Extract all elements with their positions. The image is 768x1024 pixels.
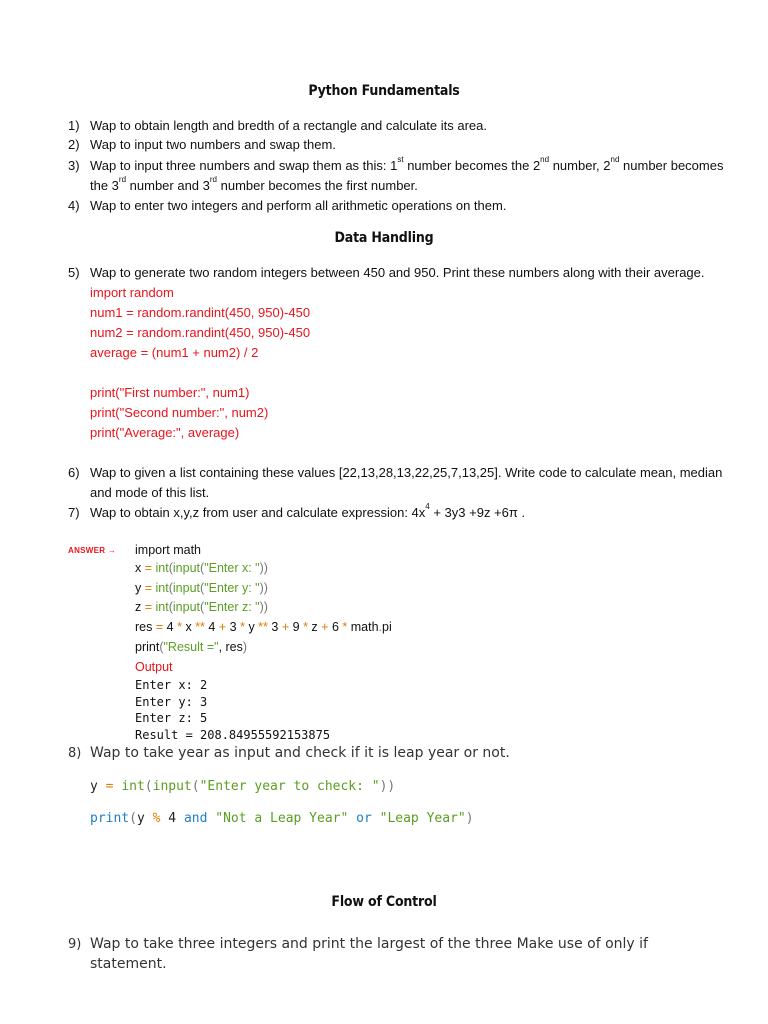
q8-code-line2: print(y % 4 and "Not a Leap Year" or "Leap Year"): [90, 811, 474, 826]
q8-code-line1: y = int(input("Enter year to check: ")): [90, 779, 396, 794]
q8-text: Wap to take year as input and check if it is leap year or not.: [90, 745, 510, 761]
q9-line1: Wap to take three integers and print the largest of the three Make use of only if: [90, 936, 648, 952]
heading-flow-of-control: Flow of Control: [331, 894, 437, 910]
output-line: Enter y: 3: [135, 695, 208, 709]
answer-code-import: import math: [135, 543, 201, 557]
output-line: Result = 208.84955592153875: [135, 728, 331, 742]
q7-number: 7): [68, 505, 80, 520]
answer-label: ANSWER →: [68, 546, 117, 555]
q4-number: 4): [68, 198, 80, 213]
answer-code-print: print("Result =", res): [135, 640, 248, 654]
q5-code-line: num2 = random.randint(450, 950)-450: [90, 325, 311, 340]
q5-code-line: print("Second number:", num2): [90, 405, 269, 420]
q6-number: 6): [68, 465, 80, 480]
q5-code-line: print("Average:", average): [90, 425, 240, 440]
q5-code-line: num1 = random.randint(450, 950)-450: [90, 305, 311, 320]
q5-number: 5): [68, 265, 80, 280]
q9-number: 9): [68, 937, 82, 952]
q1-number: 1): [68, 118, 80, 133]
q3-number: 3): [68, 158, 80, 173]
q3-line1: Wap to input three numbers and swap them as this: 1st number becomes the 2nd number, 2nd number becomes: [90, 155, 724, 173]
output-line: Enter z: 5: [135, 711, 208, 725]
q6-line1: Wap to given a list containing these values [22,13,28,13,22,25,7,13,25]. Write code to calculate mean, median: [90, 465, 723, 480]
answer-code-x: x = int(input("Enter x: ")): [135, 561, 268, 575]
answer-code-res: res = 4 * x ** 4 + 3 * y ** 3 + 9 * z + 6 * math.pi: [135, 620, 392, 634]
q1-text: Wap to obtain length and bredth of a rectangle and calculate its area.: [90, 118, 488, 133]
output-label: Output: [135, 660, 173, 674]
output-line: Enter x: 2: [135, 678, 208, 692]
q6-line2: and mode of this list.: [90, 485, 210, 500]
q7-text: Wap to obtain x,y,z from user and calculate expression: $4x^4 + 3y3 +9z +6\pi$ .: [90, 502, 526, 520]
q3-line2: the 3rd number and 3rd number becomes the first number.: [90, 175, 418, 193]
q2-number: 2): [68, 137, 80, 152]
heading-data-handling: Data Handling: [334, 230, 434, 246]
answer-code-y: y = int(input("Enter y: ")): [135, 581, 268, 595]
q5-code-line: print("First number:", num1): [90, 385, 250, 400]
q5-text: Wap to generate two random integers between 450 and 950. Print these numbers along with their average.: [90, 265, 705, 280]
q2-text: Wap to input two numbers and swap them.: [90, 137, 336, 152]
q9-line2: statement.: [90, 956, 167, 972]
q5-code-line: average = (num1 + num2) / 2: [90, 345, 259, 360]
heading-python-fundamentals: Python Fundamentals: [308, 83, 460, 99]
q8-number: 8): [68, 746, 82, 761]
q4-text: Wap to enter two integers and perform all arithmetic operations on them.: [90, 198, 507, 213]
q5-code-line: import random: [90, 285, 174, 300]
answer-code-z: z = int(input("Enter z: ")): [135, 600, 268, 614]
